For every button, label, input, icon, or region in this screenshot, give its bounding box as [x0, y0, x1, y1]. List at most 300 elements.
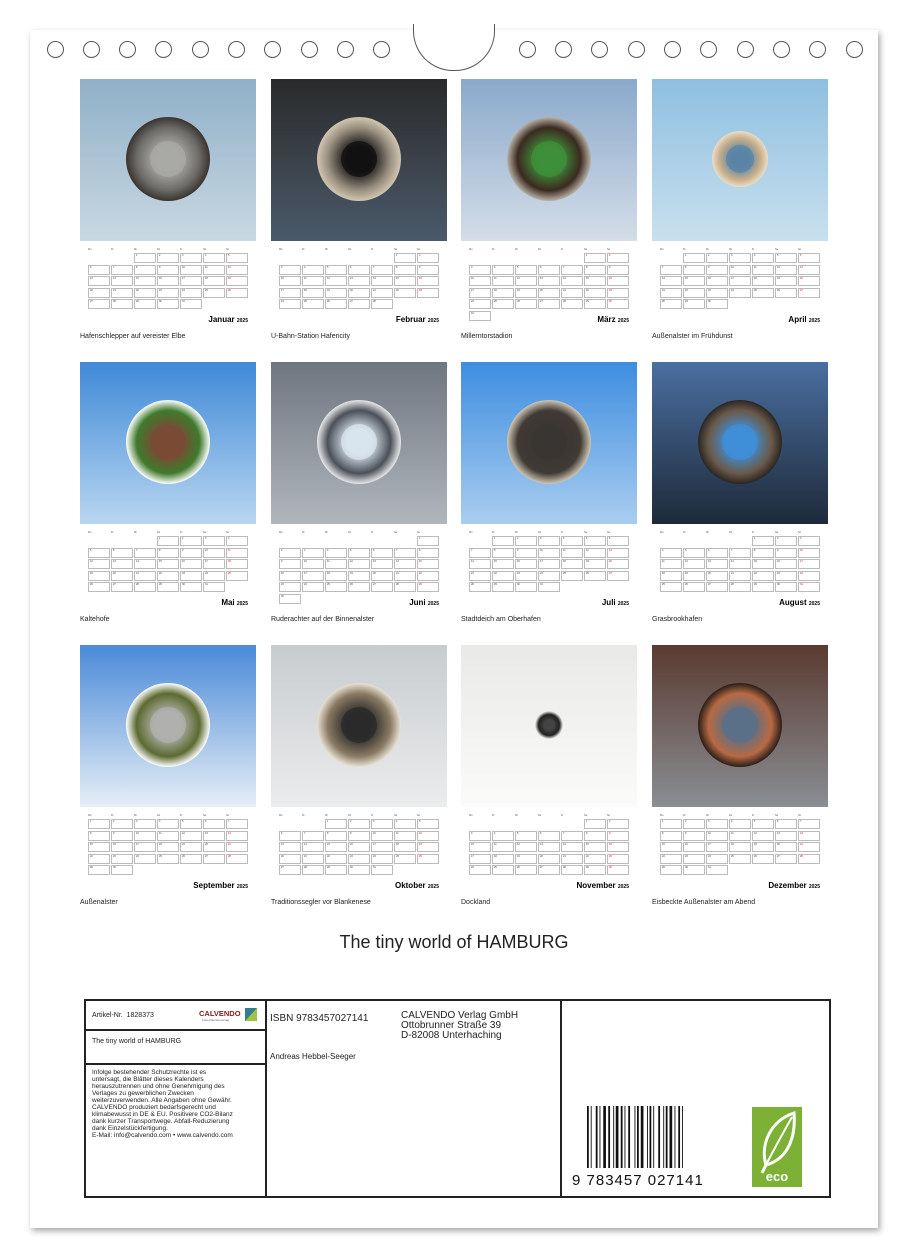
month-photo [271, 79, 447, 241]
day-cell: 10 [798, 548, 820, 558]
weekday-label: Sa [394, 814, 398, 817]
binding-hole [155, 41, 172, 58]
day-cell: 12 [775, 265, 797, 275]
weekday-label: Mi [706, 814, 709, 817]
weekday-label: Fr [752, 814, 755, 817]
day-cell: 17 [371, 842, 393, 852]
binding-hole [301, 41, 318, 58]
day-cell: 2 [348, 819, 370, 829]
day-cell: 28 [798, 854, 820, 864]
day-cell: 6 [775, 819, 797, 829]
day-cell: 25 [203, 288, 225, 298]
day-cell: 6 [88, 265, 110, 275]
day-cell: 9 [157, 265, 179, 275]
day-cell: 2 [279, 548, 301, 558]
day-cell: 29 [584, 865, 606, 875]
day-cell: 28 [469, 582, 491, 592]
day-cell: 22 [394, 288, 416, 298]
day-cell: 16 [111, 842, 133, 852]
weekday-label: Di [492, 248, 495, 251]
day-cell: 16 [683, 842, 705, 852]
day-cell: 7 [561, 265, 583, 275]
weekday-label: Do [729, 531, 733, 534]
day-cell: 24 [469, 865, 491, 875]
binding-hole [555, 41, 572, 58]
day-cell: 25 [325, 582, 347, 592]
day-cell: 16 [607, 276, 629, 286]
day-cell: 6 [348, 265, 370, 275]
day-cell: 8 [752, 548, 774, 558]
weekday-label: So [417, 248, 421, 251]
day-cell: 27 [88, 299, 110, 309]
binding-hole [337, 41, 354, 58]
weekday-label: Fr [561, 814, 564, 817]
day-cell: 2 [683, 819, 705, 829]
photo-caption: Außenalster im Frühdunst [652, 333, 733, 340]
day-cell: 17 [538, 559, 560, 569]
photo-caption: Außenalster [80, 899, 118, 906]
month-name: Oktober 2025 [394, 881, 439, 890]
day-cell: 25 [752, 288, 774, 298]
day-cell: 31 [798, 582, 820, 592]
day-cell: 29 [683, 299, 705, 309]
day-cell: 13 [279, 842, 301, 852]
day-cell: 22 [660, 854, 682, 864]
day-cell: 20 [798, 276, 820, 286]
day-cell: 4 [492, 265, 514, 275]
weekday-label: Fr [371, 814, 374, 817]
day-cell: 7 [226, 819, 248, 829]
day-cell: 27 [798, 288, 820, 298]
weekday-label: Di [683, 531, 686, 534]
day-cell: 13 [775, 831, 797, 841]
weekday-label: So [226, 531, 230, 534]
weekday-label: Di [492, 531, 495, 534]
author: Andreas Hebbel-Seeger [270, 1052, 356, 1061]
weekday-label: Do [348, 531, 352, 534]
day-cell: 21 [134, 571, 156, 581]
day-cell: 6 [706, 548, 728, 558]
day-cell: 22 [417, 571, 439, 581]
day-cell: 15 [88, 842, 110, 852]
day-cell: 1 [584, 819, 606, 829]
weekday-label: Fr [180, 814, 183, 817]
day-cell: 19 [325, 288, 347, 298]
day-cell: 16 [157, 276, 179, 286]
photo-caption: Eisbeckte Außenalster am Abend [652, 899, 756, 906]
day-cell: 14 [798, 831, 820, 841]
day-cell: 24 [798, 571, 820, 581]
day-cell: 21 [371, 288, 393, 298]
day-cell: 4 [729, 819, 751, 829]
day-cell: 24 [469, 299, 491, 309]
day-cell: 23 [348, 854, 370, 864]
day-cell: 8 [417, 548, 439, 558]
day-cell: 15 [325, 842, 347, 852]
day-cell: 2 [515, 536, 537, 546]
day-cell: 29 [325, 865, 347, 875]
day-cell: 26 [325, 299, 347, 309]
day-cell: 11 [226, 548, 248, 558]
day-cell: 24 [729, 288, 751, 298]
svg-text:Foto-Kalenderverlag: Foto-Kalenderverlag [202, 1018, 230, 1022]
day-cell: 21 [302, 854, 324, 864]
weekday-label: Di [302, 248, 305, 251]
month-photo [461, 79, 637, 241]
weekday-label: Mo [88, 814, 92, 817]
day-cell: 17 [729, 276, 751, 286]
day-cell: 4 [394, 819, 416, 829]
day-cell: 3 [469, 265, 491, 275]
day-cell: 24 [706, 854, 728, 864]
month-3 [461, 79, 637, 351]
day-cell: 21 [226, 842, 248, 852]
photo-caption: Millerntorstadion [461, 333, 513, 340]
month-9 [80, 645, 256, 917]
weekday-label: Sa [203, 248, 207, 251]
weekday-label: Fr [752, 531, 755, 534]
binding-hole [809, 41, 826, 58]
day-cell: 4 [660, 548, 682, 558]
day-cell: 19 [683, 571, 705, 581]
day-cell: 1 [492, 536, 514, 546]
day-cell: 24 [538, 571, 560, 581]
day-cell: 28 [371, 299, 393, 309]
day-cell: 19 [752, 842, 774, 852]
month-photo [271, 362, 447, 524]
day-cell: 3 [203, 536, 225, 546]
day-cell: 6 [538, 831, 560, 841]
month-name: Juni 2025 [409, 598, 439, 607]
weekday-label: Fr [180, 531, 183, 534]
day-cell: 30 [607, 865, 629, 875]
weekday-label: Fr [371, 248, 374, 251]
month-name: Januar 2025 [208, 315, 248, 324]
weekday-label: Sa [584, 814, 588, 817]
month-name: November 2025 [576, 881, 629, 890]
day-cell: 25 [729, 854, 751, 864]
day-cell: 1 [752, 536, 774, 546]
binding-hole [228, 41, 245, 58]
day-cell: 19 [417, 842, 439, 852]
day-cell: 17 [203, 559, 225, 569]
month-name: Dezember 2025 [768, 881, 820, 890]
day-cell: 1 [584, 253, 606, 263]
day-cell: 9 [180, 548, 202, 558]
binding-hole [192, 41, 209, 58]
weekday-label: Mi [134, 814, 137, 817]
day-cell: 27 [203, 854, 225, 864]
day-cell: 24 [279, 299, 301, 309]
day-cell: 8 [584, 831, 606, 841]
month-name: April 2025 [788, 315, 820, 324]
day-cell: 29 [134, 299, 156, 309]
weekday-label: Sa [775, 531, 779, 534]
day-cell: 16 [279, 571, 301, 581]
eco-badge [752, 1107, 802, 1187]
day-cell: 7 [111, 265, 133, 275]
day-cell: 4 [203, 253, 225, 263]
calendar-title: The tiny world of HAMBURG [339, 932, 569, 952]
day-cell: 5 [348, 548, 370, 558]
day-cell: 29 [584, 299, 606, 309]
day-cell: 29 [157, 582, 179, 592]
publisher-address: CALVENDO Verlag GmbH Ottobrunner Straße 39 D-82008 Unterhaching [401, 1010, 519, 1041]
day-cell: 14 [394, 559, 416, 569]
binding-hole [83, 41, 100, 58]
weekday-label: Mo [469, 814, 473, 817]
month-name: August 2025 [779, 598, 820, 607]
day-cell: 23 [706, 288, 728, 298]
day-cell: 8 [134, 265, 156, 275]
day-cell: 24 [203, 571, 225, 581]
month-name: Februar 2025 [395, 315, 439, 324]
day-cell: 21 [394, 571, 416, 581]
day-cell: 9 [279, 559, 301, 569]
binding-hole [47, 41, 64, 58]
day-cell: 27 [538, 865, 560, 875]
day-cell: 15 [417, 559, 439, 569]
day-cell: 12 [180, 831, 202, 841]
day-cell: 7 [134, 548, 156, 558]
day-cell: 3 [798, 536, 820, 546]
binding-hole [773, 41, 790, 58]
day-cell: 14 [371, 276, 393, 286]
day-cell: 14 [302, 842, 324, 852]
month-photo [80, 362, 256, 524]
day-cell: 12 [325, 276, 347, 286]
day-cell: 18 [729, 842, 751, 852]
day-cell: 30 [607, 299, 629, 309]
day-cell: 19 [226, 276, 248, 286]
day-cell: 11 [492, 842, 514, 852]
day-cell: 23 [607, 288, 629, 298]
day-cell: 5 [683, 548, 705, 558]
photo-caption: Hafenschlepper auf vereister Elbe [80, 333, 186, 340]
eco-label: eco [765, 1169, 789, 1184]
day-cell: 20 [279, 854, 301, 864]
day-cell: 3 [302, 548, 324, 558]
weekday-label: Mo [660, 248, 664, 251]
day-cell: 26 [752, 854, 774, 864]
month-7 [461, 362, 637, 634]
day-cell: 10 [203, 548, 225, 558]
weekday-label: Mi [325, 248, 328, 251]
day-cell: 27 [775, 854, 797, 864]
day-cell: 30 [706, 299, 728, 309]
day-cell: 2 [607, 253, 629, 263]
weekday-label: So [226, 814, 230, 817]
day-cell: 11 [561, 548, 583, 558]
day-cell: 18 [325, 571, 347, 581]
day-cell: 11 [203, 265, 225, 275]
weekday-label: Sa [394, 531, 398, 534]
day-cell: 6 [798, 253, 820, 263]
weekday-label: Mo [469, 248, 473, 251]
day-cell: 13 [798, 265, 820, 275]
day-cell: 7 [394, 548, 416, 558]
day-cell: 28 [302, 865, 324, 875]
day-cell: 29 [88, 865, 110, 875]
month-photo [652, 645, 828, 807]
month-11 [461, 645, 637, 917]
photo-caption: Stadtdeich am Oberhafen [461, 616, 541, 623]
day-cell: 17 [302, 571, 324, 581]
day-cell: 17 [469, 854, 491, 864]
day-cell: 25 [226, 571, 248, 581]
day-cell: 11 [302, 276, 324, 286]
day-cell: 22 [88, 854, 110, 864]
day-cell: 20 [88, 288, 110, 298]
day-cell: 11 [752, 265, 774, 275]
day-cell: 2 [157, 253, 179, 263]
day-cell: 23 [180, 571, 202, 581]
binding-hole [700, 41, 717, 58]
day-cell: 1 [157, 536, 179, 546]
day-cell: 31 [706, 865, 728, 875]
day-cell: 7 [729, 548, 751, 558]
day-cell: 13 [538, 276, 560, 286]
day-cell: 18 [226, 559, 248, 569]
day-cell: 26 [584, 571, 606, 581]
day-cell: 26 [348, 582, 370, 592]
day-cell: 27 [538, 299, 560, 309]
month-1 [80, 79, 256, 351]
day-cell: 4 [492, 831, 514, 841]
day-cell: 14 [111, 276, 133, 286]
day-cell: 26 [683, 582, 705, 592]
day-cell: 10 [706, 831, 728, 841]
day-cell: 24 [134, 854, 156, 864]
weekday-label: So [607, 531, 611, 534]
day-cell: 18 [302, 288, 324, 298]
day-cell: 21 [469, 571, 491, 581]
weekday-label: Mi [515, 814, 518, 817]
day-cell: 23 [607, 854, 629, 864]
day-cell: 1 [325, 819, 347, 829]
month-12 [652, 645, 828, 917]
month-name: Mai 2025 [221, 598, 248, 607]
day-cell: 4 [157, 819, 179, 829]
day-cell: 27 [279, 865, 301, 875]
weekday-label: Fr [752, 248, 755, 251]
day-cell: 3 [706, 819, 728, 829]
isbn: ISBN 9783457027141 [270, 1013, 369, 1024]
weekday-label: Mo [469, 531, 473, 534]
day-cell: 16 [348, 842, 370, 852]
weekday-label: Mo [88, 248, 92, 251]
month-8 [652, 362, 828, 634]
day-cell: 8 [88, 831, 110, 841]
weekday-label: Do [157, 248, 161, 251]
day-cell: 16 [417, 276, 439, 286]
day-cell: 9 [111, 831, 133, 841]
month-10 [271, 645, 447, 917]
day-cell: 31 [180, 299, 202, 309]
day-cell: 29 [417, 582, 439, 592]
day-cell: 21 [729, 571, 751, 581]
weekday-label: Fr [180, 248, 183, 251]
day-cell: 13 [538, 842, 560, 852]
weekday-label: Di [111, 248, 114, 251]
day-cell: 15 [683, 276, 705, 286]
weekday-label: Sa [394, 248, 398, 251]
day-cell: 9 [706, 265, 728, 275]
day-cell: 15 [584, 276, 606, 286]
weekday-label: Di [111, 531, 114, 534]
photo-caption: Traditionssegler vor Blankenese [271, 899, 371, 906]
day-cell: 20 [111, 571, 133, 581]
day-cell: 1 [394, 253, 416, 263]
weekday-label: Mo [660, 531, 664, 534]
day-cell: 3 [279, 265, 301, 275]
day-cell: 28 [394, 582, 416, 592]
weekday-label: Sa [203, 814, 207, 817]
day-cell: 7 [302, 831, 324, 841]
day-cell: 21 [561, 288, 583, 298]
weekday-label: So [607, 814, 611, 817]
day-cell: 9 [607, 831, 629, 841]
weekday-label: Do [157, 531, 161, 534]
day-cell: 29 [752, 582, 774, 592]
day-cell: 28 [660, 299, 682, 309]
day-cell: 24 [302, 582, 324, 592]
day-cell: 7 [561, 831, 583, 841]
day-cell: 10 [729, 265, 751, 275]
day-cell: 31 [371, 865, 393, 875]
day-cell: 23 [417, 288, 439, 298]
weekday-label: So [798, 248, 802, 251]
day-cell: 13 [706, 559, 728, 569]
weekday-label: Do [538, 531, 542, 534]
day-cell: 11 [157, 831, 179, 841]
month-photo [80, 79, 256, 241]
day-cell: 10 [180, 265, 202, 275]
day-cell: 8 [394, 265, 416, 275]
day-cell: 9 [775, 548, 797, 558]
day-cell: 6 [203, 819, 225, 829]
day-cell: 2 [706, 253, 728, 263]
day-cell: 28 [561, 299, 583, 309]
day-cell: 20 [371, 571, 393, 581]
day-cell: 3 [134, 819, 156, 829]
day-cell: 30 [180, 582, 202, 592]
day-cell: 4 [325, 548, 347, 558]
day-cell: 15 [492, 559, 514, 569]
day-cell: 10 [302, 559, 324, 569]
day-cell: 14 [561, 842, 583, 852]
weekday-label: Mi [706, 248, 709, 251]
weekday-label: Mi [325, 814, 328, 817]
day-cell: 5 [88, 548, 110, 558]
barcode-digits: 9 783457 027141 [572, 1172, 704, 1189]
day-cell: 25 [561, 571, 583, 581]
day-cell: 27 [111, 582, 133, 592]
info-panel [84, 999, 831, 1198]
photo-caption: Dockland [461, 899, 491, 906]
day-cell: 20 [538, 854, 560, 864]
svg-text:CALVENDO: CALVENDO [199, 1009, 241, 1018]
day-cell: 6 [111, 548, 133, 558]
day-cell: 3 [729, 253, 751, 263]
day-cell: 17 [706, 842, 728, 852]
month-2 [271, 79, 447, 351]
day-cell: 3 [371, 819, 393, 829]
month-4 [652, 79, 828, 351]
binding-hole [119, 41, 136, 58]
day-cell: 14 [226, 831, 248, 841]
day-cell: 29 [492, 582, 514, 592]
